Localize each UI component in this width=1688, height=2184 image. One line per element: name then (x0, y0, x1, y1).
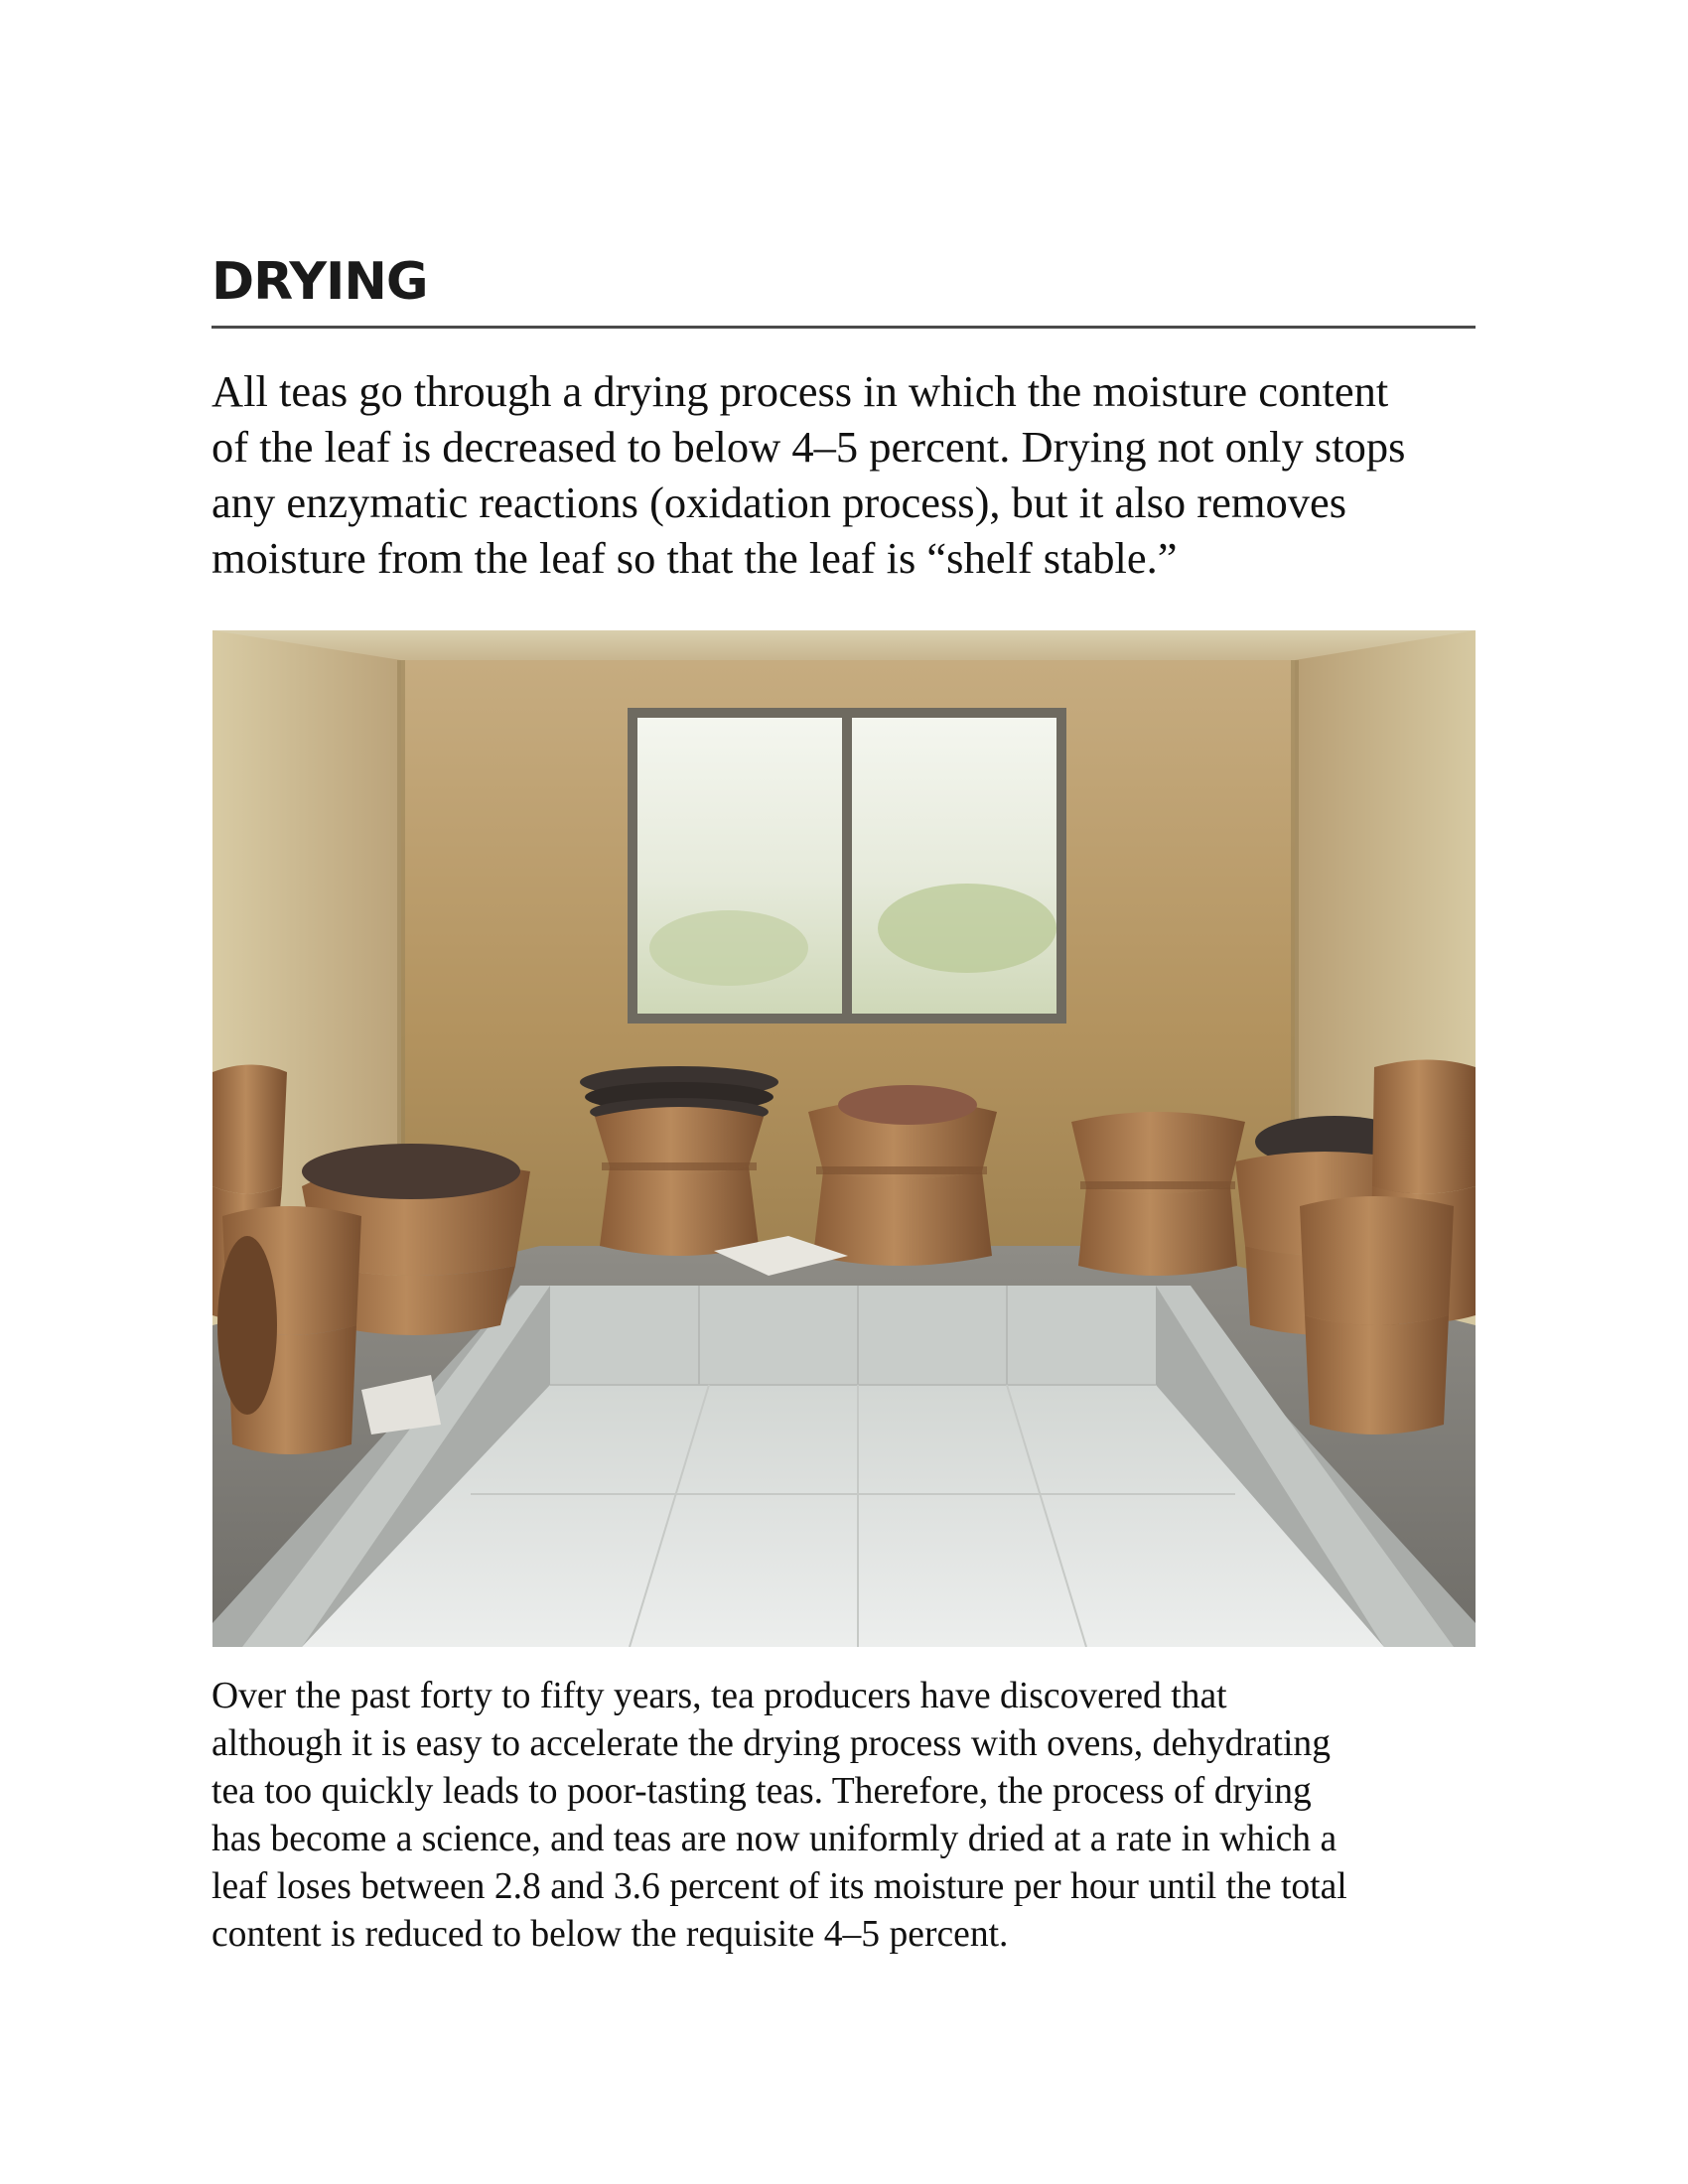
body-line: tea too quickly leads to poor-tasting teas. Therefore, the process of drying (211, 1771, 1312, 1812)
body-line: content is reduced to below the requisite 4–5 percent. (211, 1914, 1009, 1955)
drying-room-photo (212, 630, 1476, 1647)
body-line: has become a science, and teas are now uniformly dried at a rate in which a (211, 1819, 1337, 1859)
intro-line: All teas go through a drying process in which the moisture content (211, 366, 1389, 416)
body-line: Over the past forty to fifty years, tea producers have discovered that (211, 1676, 1227, 1716)
section-heading: DRYING (211, 252, 428, 312)
intro-line: moisture from the leaf so that the leaf is “shelf stable.” (211, 533, 1178, 583)
heading-rule (211, 326, 1476, 329)
intro-line: of the leaf is decreased to below 4–5 percent. Drying not only stops (211, 422, 1406, 472)
body-line: although it is easy to accelerate the drying process with ovens, dehydrating (211, 1723, 1332, 1764)
body-paragraph (211, 1673, 1492, 1959)
body-line: leaf loses between 2.8 and 3.6 percent of its moisture per hour until the total (211, 1866, 1347, 1907)
intro-line: any enzymatic reactions (oxidation process), but it also removes (211, 478, 1347, 527)
intro-paragraph (211, 363, 1492, 586)
